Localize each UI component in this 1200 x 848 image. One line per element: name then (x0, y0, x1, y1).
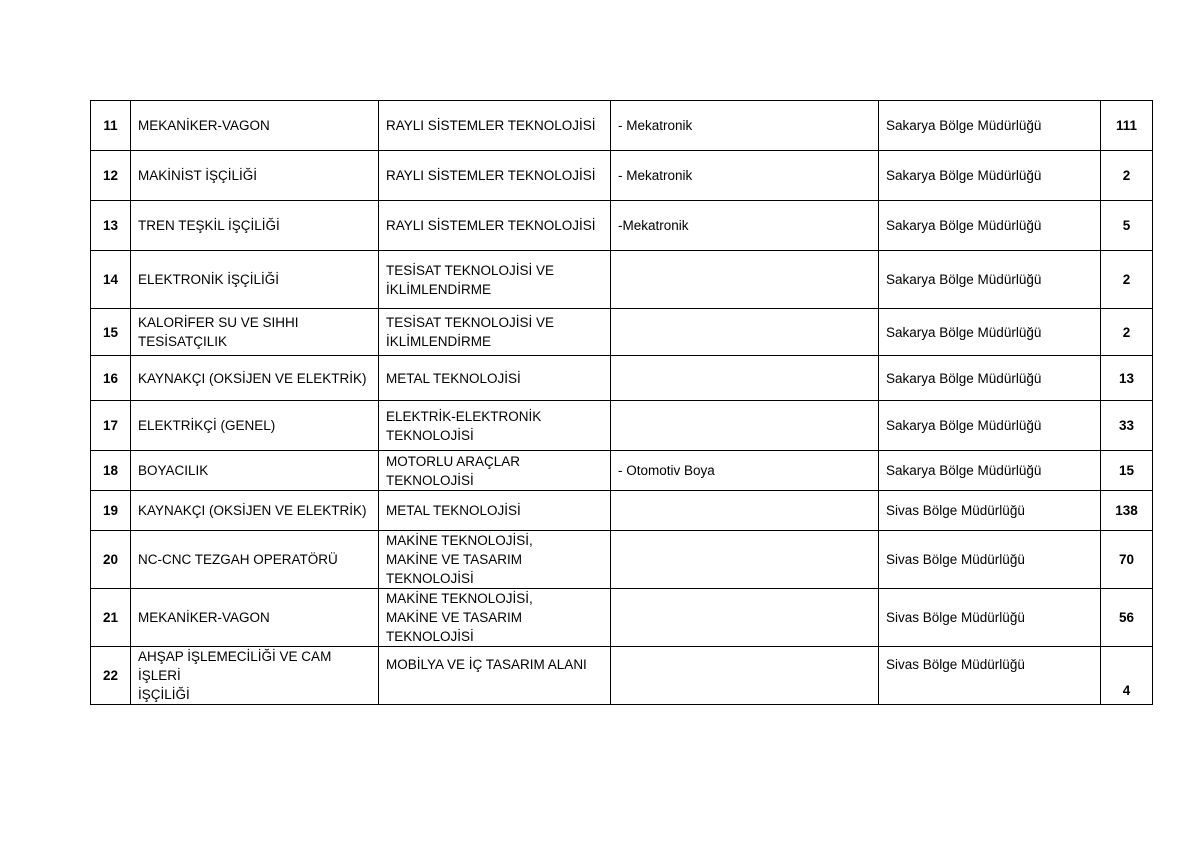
field-cell: RAYLI SİSTEMLER TEKNOLOJİSİ (379, 101, 611, 151)
field-cell: MOBİLYA VE İÇ TASARIM ALANI (379, 647, 611, 705)
table-row (91, 251, 1153, 309)
row-number: 19 (91, 491, 131, 531)
profession-cell (131, 309, 379, 356)
region-cell: Sivas Bölge Müdürlüğü (879, 491, 1101, 531)
branch-cell: - Mekatronik (611, 151, 879, 201)
count-cell: 2 (1101, 151, 1153, 201)
region-cell: Sakarya Bölge Müdürlüğü (879, 101, 1101, 151)
profession-cell: KAYNAKÇI (OKSİJEN VE ELEKTRİK) (131, 491, 379, 531)
count-cell: 5 (1101, 201, 1153, 251)
branch-cell (611, 589, 879, 647)
branch-cell (611, 356, 879, 401)
count-cell: 56 (1101, 589, 1153, 647)
region-cell: Sivas Bölge Müdürlüğü (879, 647, 1101, 705)
profession-cell: BOYACILIK (131, 451, 379, 491)
table-row (91, 647, 1153, 705)
row-number: 17 (91, 401, 131, 451)
table-row (91, 151, 1153, 201)
row-number: 12 (91, 151, 131, 201)
table-row (91, 101, 1153, 151)
table-row (91, 401, 1153, 451)
row-number: 14 (91, 251, 131, 309)
row-number: 22 (91, 647, 131, 705)
field-cell: RAYLI SİSTEMLER TEKNOLOJİSİ (379, 151, 611, 201)
branch-cell (611, 309, 879, 356)
table-row (91, 589, 1153, 647)
branch-cell: - Mekatronik (611, 101, 879, 151)
region-cell: Sivas Bölge Müdürlüğü (879, 589, 1101, 647)
region-cell: Sakarya Bölge Müdürlüğü (879, 201, 1101, 251)
row-number: 11 (91, 101, 131, 151)
field-text: TESİSAT TEKNOLOJİSİ VE İKLİMLENDİRME (386, 262, 555, 297)
table-body (91, 101, 1153, 705)
row-number: 16 (91, 356, 131, 401)
field-text: ELEKTRİK-ELEKTRONİK TEKNOLOJİSİ (386, 408, 542, 443)
branch-cell (611, 251, 879, 309)
field-text: MAKİNE TEKNOLOJİSİ, MAKİNE VE TASARIM TEKNOLOJİSİ (386, 533, 533, 586)
region-cell: Sakarya Bölge Müdürlüğü (879, 309, 1101, 356)
profession-cell: MEKANİKER-VAGON (131, 589, 379, 647)
table-row (91, 491, 1153, 531)
table-row (91, 451, 1153, 491)
row-number: 15 (91, 309, 131, 356)
profession-cell: NC-CNC TEZGAH OPERATÖRÜ (131, 531, 379, 589)
count-cell: 13 (1101, 356, 1153, 401)
branch-cell (611, 647, 879, 705)
branch-cell (611, 401, 879, 451)
count-cell: 15 (1101, 451, 1153, 491)
field-cell (379, 401, 611, 451)
region-cell: Sakarya Bölge Müdürlüğü (879, 356, 1101, 401)
field-cell (379, 251, 611, 309)
region-cell: Sakarya Bölge Müdürlüğü (879, 151, 1101, 201)
region-cell: Sakarya Bölge Müdürlüğü (879, 451, 1101, 491)
field-cell (379, 531, 611, 589)
staffing-table (90, 100, 1153, 705)
branch-cell: - Otomotiv Boya (611, 451, 879, 491)
row-number: 20 (91, 531, 131, 589)
branch-cell (611, 491, 879, 531)
table-row (91, 201, 1153, 251)
row-number: 21 (91, 589, 131, 647)
count-cell: 2 (1101, 309, 1153, 356)
profession-cell: TREN TEŞKİL İŞÇİLİĞİ (131, 201, 379, 251)
field-text: MAKİNE TEKNOLOJİSİ, MAKİNE VE TASARIM TEKNOLOJİSİ (386, 591, 533, 644)
field-cell: METAL TEKNOLOJİSİ (379, 491, 611, 531)
region-cell: Sivas Bölge Müdürlüğü (879, 531, 1101, 589)
count-cell: 33 (1101, 401, 1153, 451)
field-cell (379, 589, 611, 647)
profession-cell: ELEKTRİKÇİ (GENEL) (131, 401, 379, 451)
region-cell: Sakarya Bölge Müdürlüğü (879, 251, 1101, 309)
region-cell: Sakarya Bölge Müdürlüğü (879, 401, 1101, 451)
row-number: 13 (91, 201, 131, 251)
table-row (91, 356, 1153, 401)
profession-cell: KAYNAKÇI (OKSİJEN VE ELEKTRİK) (131, 356, 379, 401)
profession-cell (131, 647, 379, 705)
field-cell: MOTORLU ARAÇLAR TEKNOLOJİSİ (379, 451, 611, 491)
branch-cell: -Mekatronik (611, 201, 879, 251)
field-cell: RAYLI SİSTEMLER TEKNOLOJİSİ (379, 201, 611, 251)
row-number: 18 (91, 451, 131, 491)
count-cell: 2 (1101, 251, 1153, 309)
table-row (91, 309, 1153, 356)
profession-cell: MEKANİKER-VAGON (131, 101, 379, 151)
profession-text: AHŞAP İŞLEMECİLİĞİ VE CAM İŞLERİ İŞÇİLİĞİ (138, 649, 332, 702)
count-cell: 111 (1101, 101, 1153, 151)
field-cell: METAL TEKNOLOJİSİ (379, 356, 611, 401)
field-text: TESİSAT TEKNOLOJİSİ VE İKLİMLENDİRME (386, 315, 555, 349)
profession-cell: MAKİNİST İŞÇİLİĞİ (131, 151, 379, 201)
count-cell: 4 (1101, 647, 1153, 705)
count-cell: 70 (1101, 531, 1153, 589)
profession-cell: ELEKTRONİK İŞÇİLİĞİ (131, 251, 379, 309)
count-cell: 138 (1101, 491, 1153, 531)
profession-text: KALORİFER SU VE SIHHI TESİSATÇILIK (138, 315, 299, 349)
table-row (91, 531, 1153, 589)
field-cell (379, 309, 611, 356)
branch-cell (611, 531, 879, 589)
